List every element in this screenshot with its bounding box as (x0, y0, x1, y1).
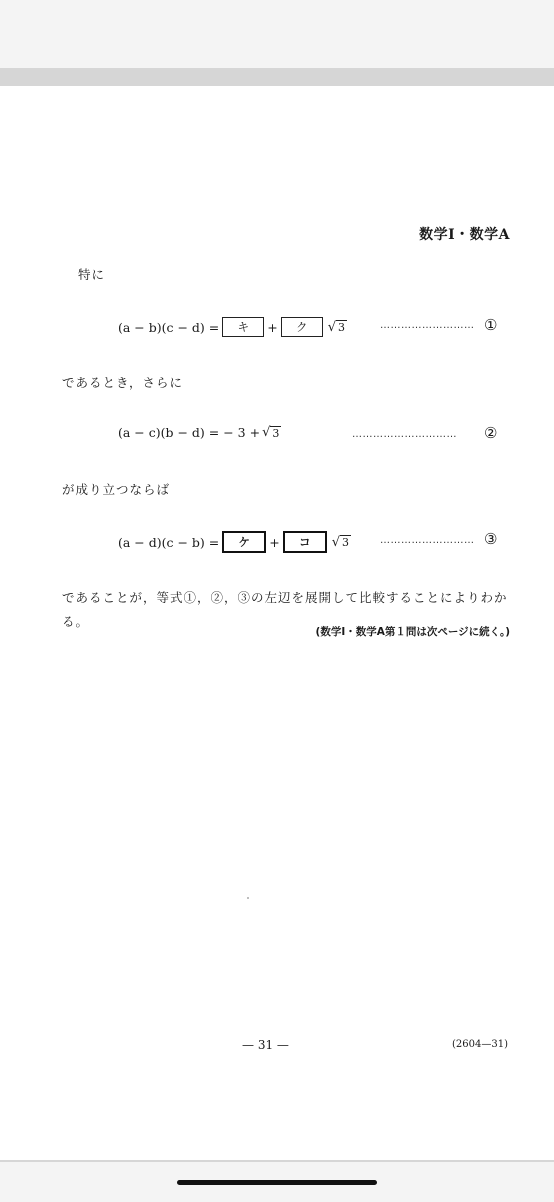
sqrt-argument: 3 (342, 536, 350, 549)
sqrt-icon: √ 3 (331, 534, 350, 550)
paragraph-text-4: であることが，等式①，②，③の左辺を展開して比較することによりわか (62, 590, 508, 605)
paragraph-text-3: が成り立つならば (62, 482, 171, 497)
sqrt-icon: √ 3 (262, 425, 280, 440)
subject-title: 数学Ⅰ・数学A (419, 227, 510, 243)
equation-3-lhs: (a − d)(c − b) = (118, 534, 220, 550)
viewer-divider (0, 68, 554, 86)
paragraph-text-2: であるとき，さらに (62, 375, 184, 390)
equation-1 (118, 317, 347, 337)
equation-2-expr: (a − c)(b − d) = − 3 + (118, 425, 261, 440)
paragraph-text-5: る。 (62, 614, 90, 629)
answer-box-ku: ク (281, 317, 323, 337)
paragraph-text-1: 特に (78, 267, 106, 282)
scan-speck (247, 897, 249, 899)
page-number: — 31 — (242, 1038, 289, 1052)
answer-box-ki: キ (222, 317, 264, 337)
plus-sign: + (267, 319, 278, 335)
sqrt-icon: √ 3 (327, 319, 346, 335)
leader-dots-3: ……………………… (380, 535, 475, 546)
equation-1-lhs: (a − b)(c − d) = (118, 319, 220, 335)
viewer-top-bar (0, 0, 554, 68)
equation-3 (118, 531, 351, 553)
document-code: (2604—31) (452, 1039, 508, 1050)
equation-tag-1: ① (484, 316, 498, 334)
plus-sign: + (269, 534, 280, 550)
leader-dots-1: ……………………… (380, 320, 475, 331)
sqrt-argument: 3 (338, 321, 346, 334)
home-indicator[interactable] (177, 1180, 377, 1185)
equation-tag-2: ② (484, 424, 498, 442)
answer-box-ke: ケ (222, 531, 266, 553)
equation-tag-3: ③ (484, 530, 498, 548)
equation-2 (118, 425, 281, 440)
continuation-note: (数学Ⅰ・数学A第１問は次ページに続く。) (315, 626, 510, 638)
answer-box-ko: コ (283, 531, 327, 553)
leader-dots-2: ………………………… (352, 429, 457, 440)
sqrt-argument: 3 (272, 426, 280, 440)
